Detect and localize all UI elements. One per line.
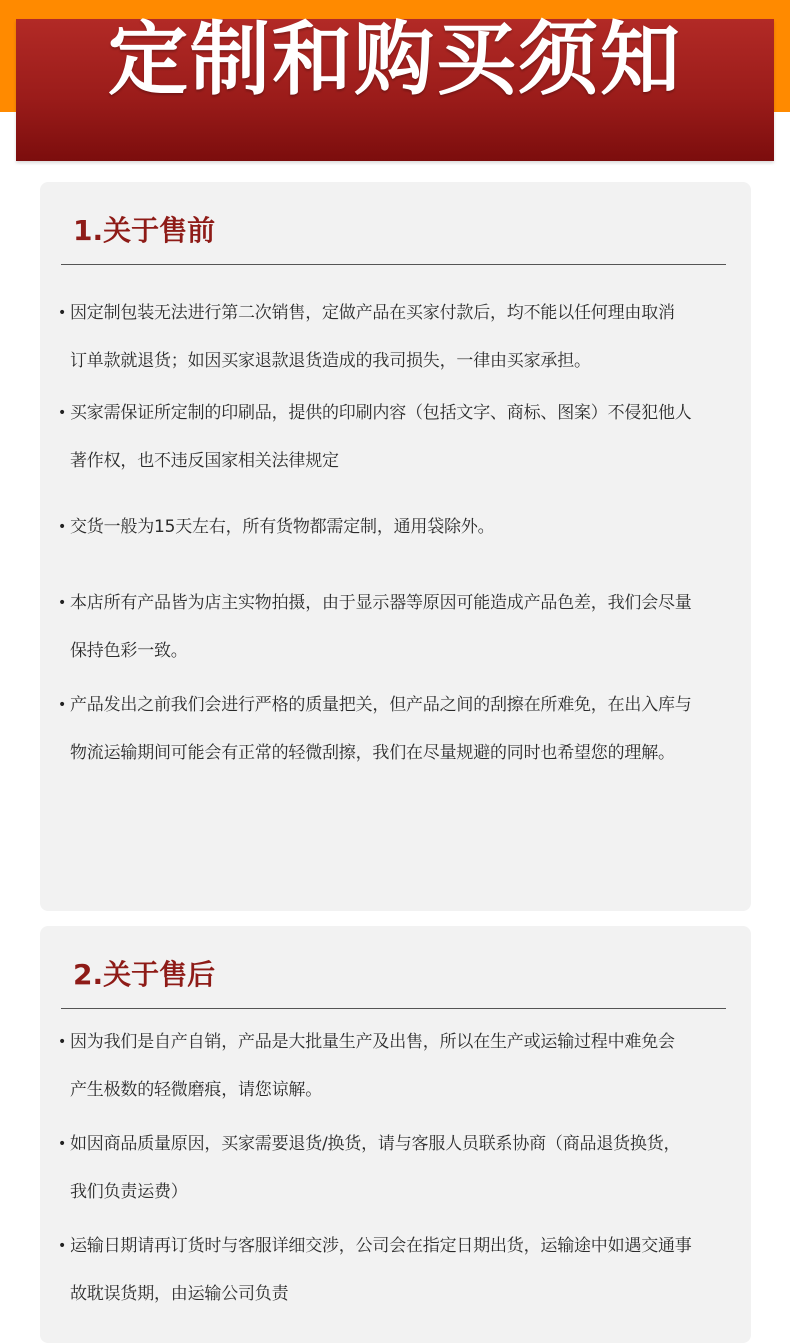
- bullet-dot-icon: •: [58, 405, 67, 421]
- list-item: [58, 1222, 741, 1318]
- list-item-text: 运输日期请再订货时与客服详细交涉，公司会在指定日期出货，运输途中如遇交通事 故耽误货期，由运输公司负责: [70, 1236, 692, 1304]
- section-after-sale: [40, 926, 751, 1343]
- bullet-dot-icon: •: [58, 305, 67, 321]
- header-banner: [16, 13, 774, 161]
- list-item: [58, 579, 741, 675]
- list-item: [58, 289, 741, 385]
- list-item-text: 本店所有产品皆为店主实物拍摄，由于显示器等原因可能造成产品色差，我们会尽量 保持色彩一致。: [70, 593, 692, 661]
- list-item-text: 交货一般为15天左右，所有货物都需定制，通用袋除外。: [70, 517, 495, 537]
- list-item: [58, 681, 741, 777]
- bullet-dot-icon: •: [58, 697, 67, 713]
- page-title: 定制和购买须知: [108, 13, 682, 107]
- section-divider: [61, 1008, 726, 1009]
- section-title-after-sale: 2.关于售后: [73, 958, 216, 991]
- bullet-dot-icon: •: [58, 1136, 67, 1152]
- section-pre-sale: [40, 182, 751, 911]
- list-item: [58, 503, 741, 551]
- list-item-text: 产品发出之前我们会进行严格的质量把关，但产品之间的刮擦在所难免，在出入库与 物流运输期间可能会有正常的轻微刮擦，我们在尽量规避的同时也希望您的理解。: [70, 695, 692, 763]
- list-item-text: 如因商品质量原因，买家需要退货/换货，请与客服人员联系协商（商品退货换货， 我们负责运费）: [70, 1134, 681, 1202]
- list-item-text: 买家需保证所定制的印刷品，提供的印刷内容（包括文字、商标、图案）不侵犯他人 著作权，也不违反国家相关法律规定: [70, 403, 692, 471]
- bullet-dot-icon: •: [58, 1034, 67, 1050]
- list-item: [58, 389, 741, 485]
- list-item-text: 因为我们是自产自销，产品是大批量生产及出售，所以在生产或运输过程中难免会 产生极数的轻微磨痕，请您谅解。: [70, 1032, 675, 1100]
- list-item: [58, 1018, 741, 1114]
- section-title-pre-sale: 1.关于售前: [73, 214, 216, 247]
- section-divider: [61, 264, 726, 265]
- bullet-dot-icon: •: [58, 595, 67, 611]
- list-item: [58, 1120, 741, 1216]
- bullet-dot-icon: •: [58, 519, 67, 535]
- list-item-text: 因定制包装无法进行第二次销售，定做产品在买家付款后，均不能以任何理由取消 订单款就退货；如因买家退款退货造成的我司损失，一律由买家承担。: [70, 303, 675, 371]
- bullet-dot-icon: •: [58, 1238, 67, 1254]
